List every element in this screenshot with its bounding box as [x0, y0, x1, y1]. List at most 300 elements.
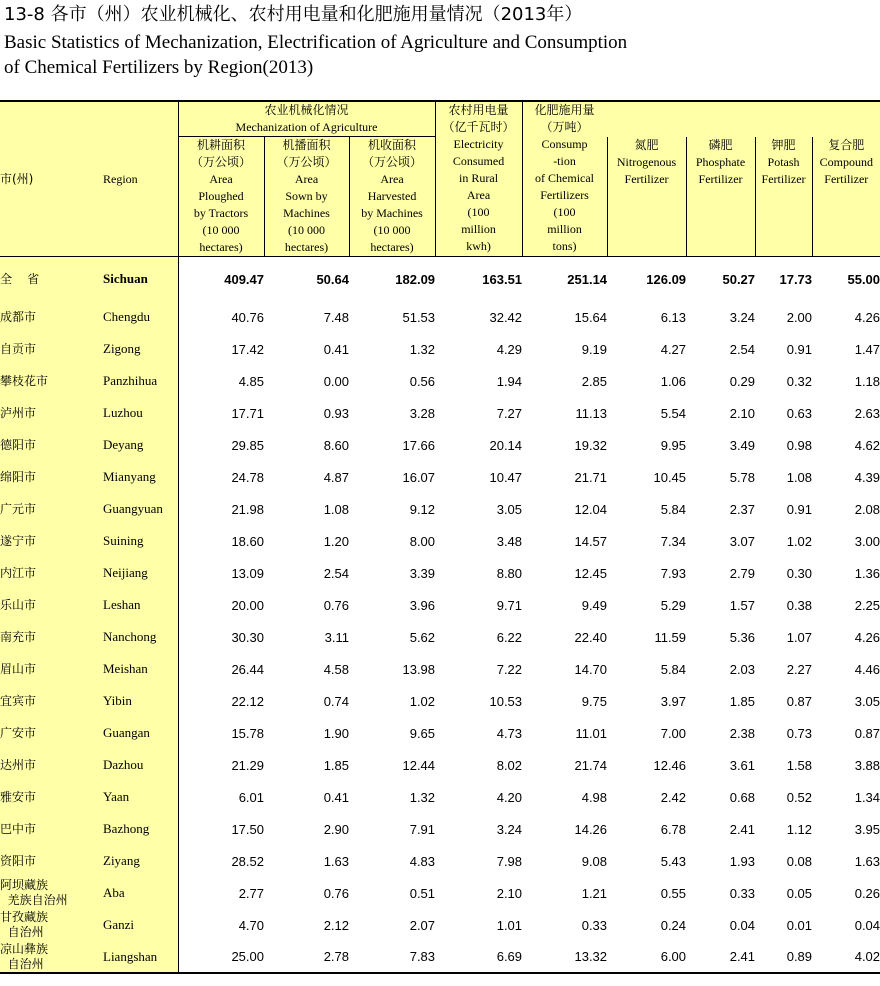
table-cell-value: 6.69	[435, 941, 522, 973]
table-row	[0, 461, 880, 493]
header-area-ploughed	[178, 137, 264, 257]
header-harv-en: (10 000	[373, 223, 411, 237]
table-row	[0, 301, 880, 333]
table-cell-value: 0.08	[786, 853, 813, 869]
header-ploughed-zh1: 机耕面积	[196, 138, 245, 152]
region-name-zh: 德阳市	[0, 429, 103, 461]
table-cell-value: 2.07	[409, 917, 436, 933]
header-area-sown	[264, 137, 349, 257]
table-cell-value: 4.83	[409, 853, 436, 869]
table-cell-value: 0.91	[786, 341, 813, 357]
header-phos-en: Fertilizer	[698, 171, 743, 186]
table-row	[0, 525, 880, 557]
table-cell-value: 0.04	[854, 917, 880, 933]
table-cell-value: 1.02	[786, 533, 813, 549]
table-cell-value: 1.47	[854, 341, 880, 357]
table-cell-value: 4.39	[854, 469, 880, 485]
table-cell-value: 0.98	[786, 437, 813, 453]
table-cell-value: 163.51	[482, 271, 523, 287]
table-cell-value: 5.43	[660, 853, 687, 869]
header-elec-zh1: 农村用电量	[448, 103, 509, 117]
table-cell-value: 3.28	[409, 405, 436, 421]
table-cell-value: 28.52	[231, 853, 264, 869]
table-cell-value: 0.26	[854, 885, 880, 901]
table-cell-value: 5.36	[729, 629, 756, 645]
table-cell-value: 10.53	[489, 693, 523, 709]
table-cell-value: 0.00	[323, 373, 349, 389]
table-row	[0, 845, 880, 877]
table-cell-value: 4.87	[323, 469, 349, 485]
table-cell-value: 6.13	[660, 309, 687, 325]
region-name-en: Ganzi	[103, 909, 178, 941]
table-cell-value: 4.58	[323, 661, 349, 677]
table-cell-value: 1.32	[409, 789, 436, 805]
table-cell-value: 22.12	[231, 693, 264, 709]
region-name-en: Deyang	[103, 429, 178, 461]
table-body	[0, 257, 880, 974]
table-cell-value: 4.98	[581, 789, 608, 805]
table-cell-value: 4.46	[854, 661, 880, 677]
table-cell-value: 12.04	[574, 501, 608, 517]
table-cell-value: 1.21	[581, 885, 608, 901]
table-row	[0, 653, 880, 685]
table-cell-value: 7.22	[496, 661, 523, 677]
header-mech-en: Mechanization of Agriculture	[235, 120, 378, 134]
region-name-zh: 眉山市	[0, 653, 103, 685]
header-sown-en: (10 000	[288, 223, 325, 237]
table-cell-value: 0.56	[409, 373, 436, 389]
table-cell-value: 32.42	[489, 309, 523, 325]
header-area-harvested	[349, 137, 435, 257]
table-cell-value: 50.27	[722, 271, 756, 287]
header-fert-en: tons)	[552, 239, 577, 253]
header-nitro-en: Fertilizer	[624, 171, 669, 186]
table-cell-value: 0.52	[786, 789, 813, 805]
table-cell-value: 17.50	[231, 821, 264, 837]
table-row	[0, 749, 880, 781]
header-potash-en: Fertilizer	[761, 171, 806, 186]
header-electricity	[435, 101, 522, 257]
table-cell-value: 1.63	[854, 853, 880, 869]
table-cell-value: 2.79	[729, 565, 756, 581]
table-cell-value: 1.01	[496, 917, 523, 933]
table-cell-value: 2.78	[264, 941, 349, 973]
header-elec-en: in Rural	[459, 171, 499, 185]
header-sown-en: hectares)	[284, 240, 329, 254]
table-cell-value: 0.29	[729, 373, 756, 389]
region-name-en: Ziyang	[103, 845, 178, 877]
table-cell-value: 8.00	[409, 533, 436, 549]
header-nitro-en: Nitrogenous	[616, 154, 677, 169]
header-fert-en: -tion	[553, 154, 576, 168]
table-cell-value: 5.84	[660, 501, 687, 517]
table-row	[0, 941, 880, 973]
table-cell-value: 0.30	[786, 565, 813, 581]
table-row	[0, 909, 880, 941]
table-cell-value: 2.63	[854, 405, 880, 421]
region-name-en: Leshan	[103, 589, 178, 621]
table-cell-value: 21.29	[231, 757, 264, 773]
region-name-zh: 甘孜藏族 自治州	[0, 909, 103, 941]
table-row	[0, 685, 880, 717]
table-cell-value: 3.97	[660, 693, 687, 709]
table-cell-value: 55.00	[847, 271, 880, 287]
table-cell-value: 1.12	[786, 821, 813, 837]
table-cell-value: 7.91	[409, 821, 436, 837]
table-cell-value: 17.66	[402, 437, 436, 453]
header-elec-en: Consumed	[452, 154, 505, 168]
table-cell-value: 21.71	[574, 469, 608, 485]
region-name-en: Guangyuan	[103, 493, 178, 525]
table-cell-value: 8.60	[323, 437, 349, 453]
table-cell-value: 1.32	[409, 341, 436, 357]
region-name-zh: 泸州市	[0, 397, 103, 429]
table-cell-value: 7.98	[496, 853, 523, 869]
table-cell-value: 3.24	[729, 309, 756, 325]
region-name-en: Zigong	[103, 333, 178, 365]
table-cell-value: 13.98	[402, 661, 436, 677]
table-cell-value: 0.68	[729, 789, 756, 805]
table-cell-value: 1.57	[729, 597, 756, 613]
table-cell-value: 409.47	[224, 271, 264, 287]
header-nitro-zh: 氮肥	[634, 137, 659, 152]
table-cell-value: 3.00	[854, 533, 880, 549]
table-cell-value: 251.14	[567, 271, 608, 287]
table-cell-value: 3.24	[496, 821, 523, 837]
table-cell-value: 24.78	[231, 469, 264, 485]
table-cell-value: 2.54	[323, 565, 349, 581]
table-cell-value: 4.62	[854, 437, 880, 453]
table-cell-value: 3.49	[729, 437, 756, 453]
table-cell-value: 7.00	[660, 725, 687, 741]
table-cell-value: 1.36	[854, 565, 880, 581]
table-cell-value: 5.78	[729, 469, 756, 485]
header-fert-en: of Chemical	[535, 171, 595, 185]
table-cell-value: 0.74	[323, 693, 349, 709]
table-cell-value: 1.18	[854, 373, 880, 389]
table-title-zh: 13-8 各市（州）农业机械化、农村用电量和化肥施用量情况（2013年）	[4, 4, 583, 25]
region-name-zh: 广安市	[0, 717, 103, 749]
header-elec-en: Area	[466, 188, 491, 202]
table-cell-value: 2.08	[854, 501, 880, 517]
header-fert-en: million	[547, 222, 582, 236]
table-cell-value: 13.09	[231, 565, 264, 581]
region-name-en: Chengdu	[103, 301, 178, 333]
header-ploughed-zh2: （万公顷）	[190, 155, 251, 169]
table-cell-value: 0.76	[323, 885, 349, 901]
header-fertilizer-band	[607, 101, 880, 137]
table-cell-value: 10.47	[489, 469, 523, 485]
header-comp-zh: 复合肥	[828, 137, 865, 152]
header-mechanization-group	[178, 101, 435, 137]
table-cell-value: 51.53	[402, 309, 436, 325]
header-elec-en: (100	[467, 205, 490, 219]
header-phos-en: Phosphate	[695, 154, 746, 169]
header-elec-en: Electricity	[453, 137, 504, 151]
table-cell-value: 7.27	[496, 405, 523, 421]
table-cell-value: 2.41	[729, 821, 756, 837]
table-cell-value: 13.32	[522, 941, 607, 973]
region-name-zh: 遂宁市	[0, 525, 103, 557]
region-name-en: Dazhou	[103, 749, 178, 781]
table-cell-value: 2.85	[581, 373, 608, 389]
header-harv-en: Area	[380, 172, 404, 186]
region-name-en: Neijiang	[103, 557, 178, 589]
table-cell-value: 17.73	[779, 271, 813, 287]
region-name-zh: 广元市	[0, 493, 103, 525]
table-cell-value: 182.09	[395, 271, 436, 287]
table-cell-value: 1.06	[660, 373, 687, 389]
table-cell-value: 20.00	[231, 597, 264, 613]
header-harv-en: hectares)	[370, 240, 414, 254]
table-cell-value: 4.73	[496, 725, 523, 741]
table-cell-value: 15.78	[231, 725, 264, 741]
table-cell-value: 50.64	[316, 271, 349, 287]
region-name-zh: 全 省	[0, 257, 103, 302]
table-cell-value: 4.29	[496, 341, 523, 357]
table-cell-value: 4.26	[854, 309, 880, 325]
table-cell-value: 20.14	[489, 437, 523, 453]
region-name-en: Bazhong	[103, 813, 178, 845]
table-cell-value: 12.44	[402, 757, 436, 773]
table-cell-value: 14.70	[574, 661, 608, 677]
region-name-zh: 攀枝花市	[0, 365, 103, 397]
header-comp-en: Fertilizer	[824, 171, 869, 186]
table-row	[0, 429, 880, 461]
header-phos-zh: 磷肥	[708, 137, 733, 152]
header-mech-zh: 农业机械化情况	[264, 103, 349, 117]
header-fert-en: Fertilizers	[540, 188, 589, 202]
table-cell-value: 2.27	[786, 661, 813, 677]
table-cell-value: 7.34	[660, 533, 687, 549]
table-cell-value: 26.44	[231, 661, 264, 677]
table-cell-value: 30.30	[231, 629, 264, 645]
header-comp-en: Compound	[819, 154, 873, 169]
table-cell-value: 0.33	[729, 885, 756, 901]
table-cell-value: 18.60	[231, 533, 264, 549]
table-title-en	[4, 30, 627, 80]
region-name-en: Suining	[103, 525, 178, 557]
region-name-zh: 巴中市	[0, 813, 103, 845]
table-title-en-line2: of Chemical Fertilizers by Region(2013)	[4, 57, 314, 78]
table-cell-value: 9.75	[581, 693, 608, 709]
region-name-en: Mianyang	[103, 461, 178, 493]
table-cell-value: 9.12	[409, 501, 436, 517]
table-cell-value: 0.33	[581, 917, 608, 933]
header-sown-en: Sown by	[285, 189, 328, 203]
region-name-en: Yaan	[103, 781, 178, 813]
header-harv-en: by Machines	[361, 206, 423, 220]
table-cell-value: 1.58	[786, 757, 813, 773]
table-cell-value: 3.95	[854, 821, 880, 837]
table-cell-value: 29.85	[231, 437, 264, 453]
table-cell-value: 0.04	[729, 917, 756, 933]
table-cell-value: 6.01	[238, 789, 264, 805]
header-sown-zh1: 机播面积	[282, 138, 331, 152]
table-cell-value: 1.02	[409, 693, 436, 709]
table-cell-value: 1.07	[786, 629, 813, 645]
table-cell-value: 14.26	[574, 821, 608, 837]
table-cell-value: 2.10	[729, 405, 756, 421]
header-elec-en: kwh)	[466, 239, 491, 253]
table-cell-value: 5.29	[660, 597, 687, 613]
table-cell-value: 3.39	[409, 565, 436, 581]
table-cell-value: 11.01	[575, 725, 608, 741]
table-cell-value: 0.63	[786, 405, 813, 421]
region-name-zh: 自贡市	[0, 333, 103, 365]
table-cell-value: 2.41	[686, 941, 755, 973]
header-city-zh: 市(州)	[0, 101, 103, 257]
table-cell-value: 14.57	[574, 533, 608, 549]
table-cell-value: 9.08	[581, 853, 608, 869]
table-cell-value: 3.61	[729, 757, 756, 773]
table-cell-value: 12.46	[653, 757, 687, 773]
table-cell-value: 0.38	[786, 597, 813, 613]
table-cell-value: 2.10	[496, 885, 523, 901]
header-potash-en: Potash	[767, 154, 800, 169]
table-cell-value: 22.40	[574, 629, 608, 645]
table-cell-value: 9.65	[409, 725, 436, 741]
table-row	[0, 877, 880, 909]
table-cell-value: 1.93	[729, 853, 756, 869]
table-cell-value: 16.07	[402, 469, 436, 485]
table-cell-value: 3.88	[854, 757, 880, 773]
region-name-en: Luzhou	[103, 397, 178, 429]
table-cell-value: 8.02	[496, 757, 523, 773]
header-phosphate	[686, 137, 755, 257]
table-cell-value: 0.55	[660, 885, 687, 901]
table-cell-value: 21.74	[574, 757, 608, 773]
table-cell-value: 2.00	[786, 309, 813, 325]
table-cell-value: 17.71	[231, 405, 264, 421]
table-cell-value: 7.48	[323, 309, 349, 325]
table-cell-value: 1.08	[786, 469, 813, 485]
table-row	[0, 365, 880, 397]
header-sown-zh2: （万公顷）	[276, 155, 337, 169]
table-cell-value: 0.93	[323, 405, 349, 421]
table-cell-value: 2.37	[729, 501, 756, 517]
table-cell-value: 21.98	[231, 501, 264, 517]
region-name-zh: 阿坝藏族 羌族自治州	[0, 877, 103, 909]
header-harv-en: Harvested	[367, 189, 417, 203]
table-row	[0, 621, 880, 653]
table-cell-value: 9.95	[660, 437, 687, 453]
table-cell-value: 1.94	[496, 373, 523, 389]
table-cell-value: 9.49	[581, 597, 608, 613]
table-cell-value: 4.20	[496, 789, 523, 805]
table-cell-value: 1.90	[323, 725, 349, 741]
table-cell-value: 2.77	[238, 885, 264, 901]
table-cell-value: 15.64	[574, 309, 608, 325]
region-name-zh: 达州市	[0, 749, 103, 781]
table-cell-value: 3.96	[409, 597, 436, 613]
table-cell-value: 11.59	[654, 629, 687, 645]
header-region-en: Region	[103, 101, 178, 257]
table-title-en-line1: Basic Statistics of Mechanization, Electrification of Agriculture and Consumption	[4, 32, 628, 53]
table-cell-value: 3.07	[729, 533, 756, 549]
table-cell-value: 5.84	[660, 661, 687, 677]
table-cell-value: 2.12	[323, 917, 349, 933]
table-cell-value: 0.24	[660, 917, 687, 933]
header-potash	[755, 137, 812, 257]
header-ploughed-en: by Tractors	[193, 206, 249, 220]
region-name-zh: 雅安市	[0, 781, 103, 813]
table-cell-value: 10.45	[653, 469, 687, 485]
region-name-en: Guangan	[103, 717, 178, 749]
header-fert-en: Consump	[541, 137, 588, 151]
table-cell-value: 1.08	[323, 501, 349, 517]
header-sown-en: Machines	[283, 206, 330, 220]
table-cell-value: 5.62	[409, 629, 436, 645]
table-row	[0, 589, 880, 621]
header-ploughed-en: hectares)	[199, 240, 243, 254]
region-name-zh: 南充市	[0, 621, 103, 653]
table-cell-value: 40.76	[231, 309, 264, 325]
table-cell-value: 19.32	[574, 437, 608, 453]
table-cell-value: 0.41	[323, 341, 349, 357]
header-fert-en: (100	[553, 205, 576, 219]
table-cell-value: 2.03	[729, 661, 756, 677]
table-cell-value: 4.70	[238, 917, 264, 933]
table-cell-value: 7.83	[349, 941, 435, 973]
table-cell-value: 2.38	[729, 725, 756, 741]
table-cell-value: 0.73	[786, 725, 813, 741]
region-name-zh: 乐山市	[0, 589, 103, 621]
statistics-table	[0, 100, 880, 974]
table-cell-value: 2.54	[729, 341, 756, 357]
table-cell-value: 2.42	[660, 789, 687, 805]
table-cell-value: 0.41	[323, 789, 349, 805]
header-fert-zh2: （万吨）	[540, 120, 589, 134]
header-sown-en: Area	[294, 172, 319, 186]
header-fertilizer-total	[522, 101, 607, 257]
header-fert-zh1: 化肥施用量	[534, 103, 595, 117]
header-harv-zh2: （万公顷）	[362, 155, 423, 169]
table-cell-value: 0.91	[786, 501, 813, 517]
table-cell-value: 0.76	[323, 597, 349, 613]
table-cell-value: 1.85	[323, 757, 349, 773]
region-name-en: Aba	[103, 877, 178, 909]
region-name-zh: 凉山彝族 自治州	[0, 941, 103, 973]
table-cell-value: 3.48	[496, 533, 523, 549]
table-row	[0, 781, 880, 813]
region-name-en: Yibin	[103, 685, 178, 717]
table-cell-value: 5.54	[660, 405, 687, 421]
table-cell-value: 6.78	[660, 821, 687, 837]
region-name-zh: 成都市	[0, 301, 103, 333]
table-cell-value: 0.87	[854, 725, 880, 741]
table-cell-value: 4.27	[660, 341, 687, 357]
table-cell-value: 25.00	[178, 941, 264, 973]
header-ploughed-en: (10 000	[202, 223, 240, 237]
table-cell-value: 3.05	[496, 501, 523, 517]
table-cell-value: 2.90	[323, 821, 349, 837]
region-name-en: Nanchong	[103, 621, 178, 653]
header-compound	[812, 137, 880, 257]
table-cell-value: 4.26	[854, 629, 880, 645]
table-row	[0, 557, 880, 589]
table-cell-value: 1.85	[729, 693, 756, 709]
table-cell-value: 0.51	[409, 885, 436, 901]
table-row-total	[0, 257, 880, 302]
header-harv-zh1: 机收面积	[368, 138, 417, 152]
header-ploughed-en: Ploughed	[198, 189, 244, 203]
table-cell-value: 11.13	[575, 405, 608, 421]
table-row	[0, 397, 880, 429]
header-potash-zh: 钾肥	[771, 137, 796, 152]
region-name-zh: 宜宾市	[0, 685, 103, 717]
table-row	[0, 493, 880, 525]
